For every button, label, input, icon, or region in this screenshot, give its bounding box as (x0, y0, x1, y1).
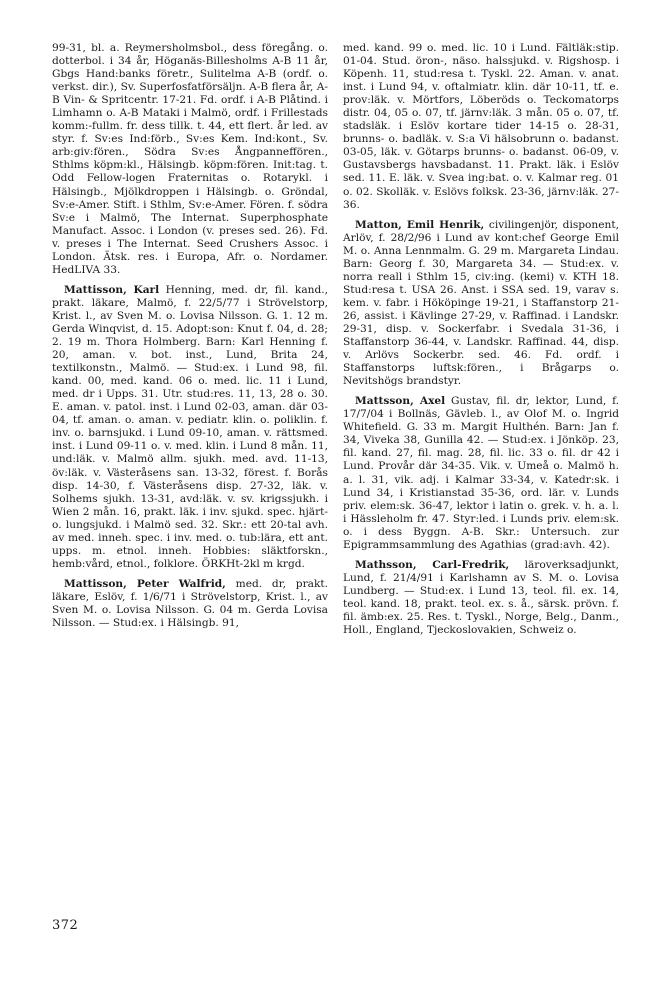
entry-text: civilingenjör, disponent, Arlöv, f. 28/2/96 i Lund av kont:chef George Emil M. o. Anna Lennmalm. G. 29 m. Margareta Lindau. Barn: Georg f. 30, Margareta 34. — Stud:ex. v. norra reall i Sthlm 15, civ:ing. (kemi) v. KTH 18. Stud:resa t. USA 26. Anst. i SSA sed. 19, varav s. kem. v. fabr. i Hököpinge 19-21, i Staffanstorp 21-26, assist. i Kävlinge 27-29, v. Raffinad. i Landskr. 29-31, disp. v. Sockerfabr. i Svedala 31-36, i Staffanstorp 36-44, v. Landskr. Raffinad. 44, disp. v. Arlövs Sockerbr. sed. 46. Fd. ordf. i Staffanstorps luftsk:fören., i Brågarps o. Nevitshögs brandstyr. (343, 218, 619, 388)
biography-entry-axel-mattsson (343, 395, 619, 552)
page-number: 372 (52, 918, 79, 933)
entry-name: Mattisson, Peter Walfrid, (64, 577, 226, 590)
entry-name: Mattsson, Axel (355, 395, 446, 408)
continuation-entry (343, 42, 619, 212)
biography-entry-karl-mattisson (52, 284, 328, 571)
entry-text: Henning, med. dr, fil. kand., prakt. läkare, Malmö, f. 22/5/77 i Strövelstorp, Krist. l., av Sven M. o. Lovisa Nilsson. G. 1. 12 m. Gerda Winqvist, d. 15. Adopt:son: Knut f. 04, d. 28; 2. 19 m. Thora Holmberg. Barn: Karl Henning f. 20, aman. v. bot. inst., Lund, Brita 24, textilkonstn., Malmö. — Stud:ex. i Lund 98, fil. kand. 00, med. kand. 06 o. med. lic. 11 i Lund, med. dr i Upps. 31. Utr. stud:res. 11, 13, 28 o. 30. E. aman. v. patol. inst. i Lund 02-03, aman. där 03-04, tf. aman. o. aman. v. pediatr. klin. o. poliklin. f. inv. o. barnsjukd. i Lund 09-10, aman. v. rättsmed. inst. i Lund 09-11 o. v. med. klin. i Lund 8 mån. 11, und:läk. v. Malmö allm. sjukh. med. avd. 11-13, öv:läk. v. Västeråsens san. 13-32, förest. f. Borås disp. 14-30, f. Västeråsens disp. 27-32, läk. v. Solhems sjukh. 13-31, avd:läk. v. sv. krigssjukh. i Wien 2 mån. 16, prakt. läk. i inv. sjukd. spec. hjärt- o. lungsjukd. i Malmö sed. 32. Skr.: ett 20-tal avh. av med. inneh. spec. i inv. med. o. tub:lära, ett ant. upps. m. etnol. inneh. Hobbies: släktforskn., hemb:vård, etnol., folklore. ÖRKHt-2kl m krgd. (52, 283, 328, 570)
entry-name: Mattisson, Karl (64, 283, 160, 296)
right-column (343, 42, 619, 644)
entry-text: läroverksadjunkt, Lund, f. 21/4/91 i Karlshamn av S. M. o. Lovisa Lundberg. — Stud:ex. i Lund 13, teol. fil. ex. 14, teol. kand. 18, prakt. teol. ex. s. å., särsk. prövn. f. fil. ämb:ex. 25. Res. t. Tyskl., Norge, Belg., Danm., Holl., England, Tjeckoslovakien, Schweiz o. (343, 558, 619, 637)
entry-text: med. kand. 99 o. med. lic. 10 i Lund. Fältläk:stip. 01-04. Stud. öron-, näso. halssjukd. v. Rigshosp. i Köpenh. 11, stud:resa t. Tyskl. 22. Aman. v. anat. inst. i Lund 94, v. oftalmiatr. klin. där 10-11, tf. e. prov:läk. v. Mörtfors, Löberöds o. Teckomatorps distr. 04, 05 o. 07, tf. järnv:läk. 3 mån. 05 o. 07, tf. stadsläk. i Eslöv kortare tider 14-15 o. 28-31, brunns- o. badläk. v. S:a Vi hälsobrunn o. badanst. 03-05, läk. v. Götarps brunns- o. badanst. 06-09, v. Gustavsbergs havsbadanst. 11. Prakt. läk. i Eslöv sed. 11. E. läk. v. Svea ing:bat. o. v. Kalmar reg. 01 o. 02. Skolläk. v. Eslövs folksk. 23-36, järnv:läk. 27-36. (343, 42, 619, 211)
entry-name: Matton, Emil Henrik, (355, 218, 485, 231)
biography-entry-emil-matton (343, 219, 619, 389)
biography-entry-carl-fredrik-mathsson (343, 559, 619, 637)
biography-entry-peter-walfrid-mattisson (52, 578, 328, 630)
entry-text: med. dr, prakt. läkare, Eslöv, f. 1/6/71 i Strövelstorp, Krist. l., av Sven M. o. Lovisa Nilsson. G. 04 m. Gerda Lovisa Nilsson. — Stud:ex. i Hälsingb. 91, (52, 577, 329, 630)
entry-text: Gustav, fil. dr, lektor, Lund, f. 17/7/04 i Bollnäs, Gävleb. l., av Olof M. o. Ingrid Whitefield. G. 33 m. Margit Hulthén. Barn: Jan f. 34, Viveka 38, Gunilla 42. — Stud:ex. i Jönköp. 23, fil. kand. 27, fil. mag. 28, fil. lic. 33 o. fil. dr 42 i Lund. Provår där 34-35. Vik. v. Umeå o. Malmö h. a. l. 31, vik. adj. i Kalmar 33-34, v. Katedr:sk. i Lund 34, i Kristianstad 35-36, ord. lär. v. Lunds priv. elem:sk. 36-47, lektor i latin o. grek. v. h. a. l. i Hässleholm fr. 47. Styr:led. i Lunds priv. elem:sk. o. i dess Byggn. A-B. Skr.: Untersuch. zur Epigrammsammlung des Agathias (grad:avh. 42). (343, 395, 619, 551)
entry-text: 99-31, bl. a. Reymersholmsbol., dess föregång. o. dotterbol. i 34 år, Höganäs-Billesholms A-B 11 år, Gbgs Hand:banks företr., Sulitelma A-B (ordf. o. verkst. dir.), Sv. Superfosfatförsäljn. A-B flera år, A-B Vin- & Spritcentr. 17-21. Fd. ordf. i A-B Plåtind. i Limhamn o. A-B Mataki i Malmö, ordf. i Frillestads komm:-fullm. fr. dess tillk. t. 44, ett flert. år led. av styr. f. Sv:es Ind:förb., Sv:es Kem. Ind:kont., Sv. arb:giv:fören., Södra Sv:es Ångpanneffören., Sthlms köpm:kl., Hälsingb. köpm:fören. Init:tag. t. Odd Fellow-logen Fraternitas o. Rotarykl. i Hälsingb., Mjölkdroppen i Hälsingb. o. Gröndal, Sv:e-Amer. Stift. i Sthlm, Sv:e-Amer. Fören. f. södra Sv:e i Malmö, The Internat. Superphosphate Manufact. Assoc. i London (v. preses sed. 26). Fd. v. preses i The Internat. Seed Crushers Assoc. i London. Ätsk. res. i Europa, Afr. o. Nordamer. HedLIVA 33. (52, 42, 328, 276)
entry-name: Mathsson, Carl-Fredrik, (355, 558, 510, 571)
continuation-entry (52, 42, 328, 277)
left-column (52, 42, 328, 637)
